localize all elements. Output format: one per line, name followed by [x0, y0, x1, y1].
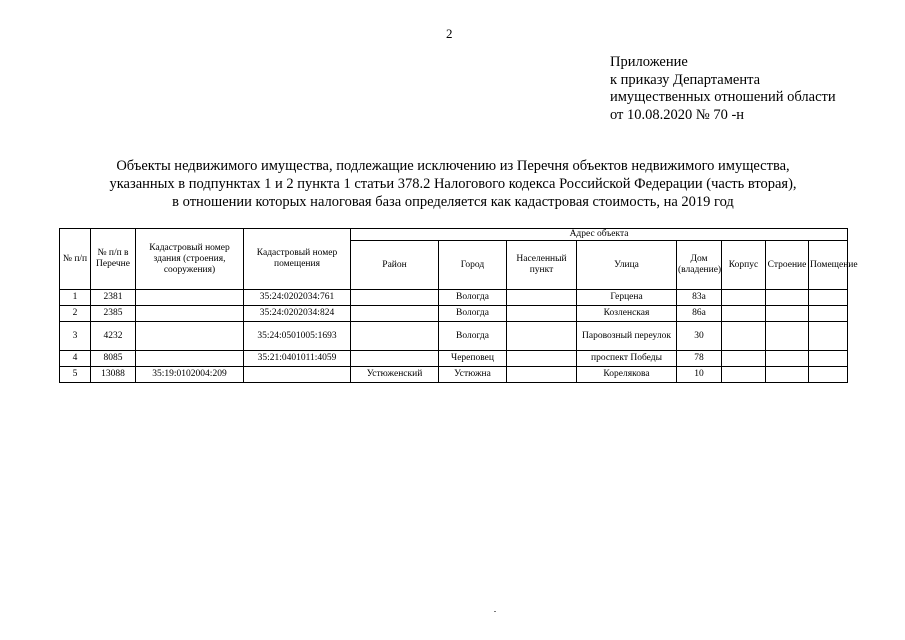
appendix-line: имущественных отношений области [610, 89, 836, 105]
cell-district [351, 306, 439, 322]
header-settlement: Населенный пункт [507, 241, 577, 290]
cell-building-cadastral [136, 290, 244, 306]
cell-district [351, 322, 439, 351]
cell-city: Устюжна [439, 367, 507, 383]
cell-structure [766, 322, 809, 351]
cell-corpus [722, 322, 766, 351]
objects-table [59, 228, 858, 383]
cell-structure [766, 351, 809, 367]
cell-house: 10 [677, 367, 722, 383]
cell-num: 4 [60, 351, 91, 367]
cell-street: Паровозный переулок [577, 322, 677, 351]
cell-settlement [507, 351, 577, 367]
title-line: указанных в подпунктах 1 и 2 пункта 1 статьи 378.2 Налогового кодекса Российской Федерации (часть вторая), [109, 176, 797, 192]
appendix-line: от 10.08.2020 № 70 -н [610, 106, 745, 123]
table-row [60, 306, 848, 322]
cell-num: 1 [60, 290, 91, 306]
cell-premises-cadastral: 35:24:0202034:824 [244, 306, 351, 322]
cell-district [351, 351, 439, 367]
cell-street: проспект Победы [577, 351, 677, 367]
scan-speck [494, 611, 496, 612]
cell-house: 86а [677, 306, 722, 322]
cell-premises-cadastral: 35:21:0401011:4059 [244, 351, 351, 367]
cell-building-cadastral [136, 351, 244, 367]
cell-building-cadastral [136, 306, 244, 322]
cell-premises-cadastral: 35:24:0501005:1693 [244, 322, 351, 351]
cell-list-num: 13088 [91, 367, 136, 383]
cell-num: 3 [60, 322, 91, 351]
cell-building-cadastral [136, 322, 244, 351]
cell-district [351, 290, 439, 306]
cell-corpus [722, 290, 766, 306]
header-corpus: Корпус [722, 241, 766, 290]
cell-settlement [507, 306, 577, 322]
cell-city: Вологда [439, 290, 507, 306]
cell-structure [766, 306, 809, 322]
header-district: Район [351, 241, 439, 290]
table-row [60, 322, 848, 351]
cell-list-num: 2381 [91, 290, 136, 306]
header-house: Дом (владение) [677, 241, 722, 290]
cell-premises [809, 351, 848, 367]
appendix-line: к приказу Департамента [610, 71, 761, 88]
cell-num: 5 [60, 367, 91, 383]
cell-house: 30 [677, 322, 722, 351]
header-street: Улица [577, 241, 677, 290]
cell-corpus [722, 367, 766, 383]
table-row [60, 290, 848, 306]
cell-premises [809, 290, 848, 306]
cell-city: Вологда [439, 322, 507, 351]
header-num: № п/п [60, 229, 91, 290]
cell-city: Череповец [439, 351, 507, 367]
cell-settlement [507, 322, 577, 351]
cell-structure [766, 290, 809, 306]
cell-district: Устюженский [351, 367, 439, 383]
cell-list-num: 8085 [91, 351, 136, 367]
cell-premises [809, 322, 848, 351]
cell-num: 2 [60, 306, 91, 322]
header-city: Город [439, 241, 507, 290]
cell-structure [766, 367, 809, 383]
appendix-line: Приложение [610, 54, 688, 70]
cell-premises-cadastral: 35:24:0202034:761 [244, 290, 351, 306]
header-structure: Строение [766, 241, 809, 290]
cell-city: Вологда [439, 306, 507, 322]
cell-premises [809, 306, 848, 322]
title-line: Объекты недвижимого имущества, подлежащие исключению из Перечня объектов недвижимого имущества, [116, 158, 790, 174]
cell-house: 78 [677, 351, 722, 367]
cell-list-num: 2385 [91, 306, 136, 322]
cell-street: Герцена [577, 290, 677, 306]
cell-settlement [507, 290, 577, 306]
cell-premises-cadastral [244, 367, 351, 383]
page-number: 2 [446, 26, 453, 41]
header-address-group: Адрес объекта [351, 229, 848, 241]
cell-corpus [722, 306, 766, 322]
cell-house: 83а [677, 290, 722, 306]
header-building-cadastral: Кадастровый номер здания (строения, сооружения) [136, 229, 244, 290]
header-list-num: № п/п в Перечне [91, 229, 136, 290]
cell-street: Козленская [577, 306, 677, 322]
cell-premises [809, 367, 848, 383]
cell-settlement [507, 367, 577, 383]
title-line: в отношении которых налоговая база определяется как кадастровая стоимость, на 2019 год [172, 194, 734, 210]
cell-street: Корелякова [577, 367, 677, 383]
header-premises-cadastral: Кадастровый номер помещения [244, 229, 351, 290]
cell-list-num: 4232 [91, 322, 136, 351]
table-row [60, 351, 848, 367]
document-title [60, 157, 846, 211]
cell-corpus [722, 351, 766, 367]
header-premises: Помещение [809, 241, 848, 290]
appendix-block [610, 54, 836, 124]
table-row [60, 367, 848, 383]
cell-building-cadastral: 35:19:0102004:209 [136, 367, 244, 383]
